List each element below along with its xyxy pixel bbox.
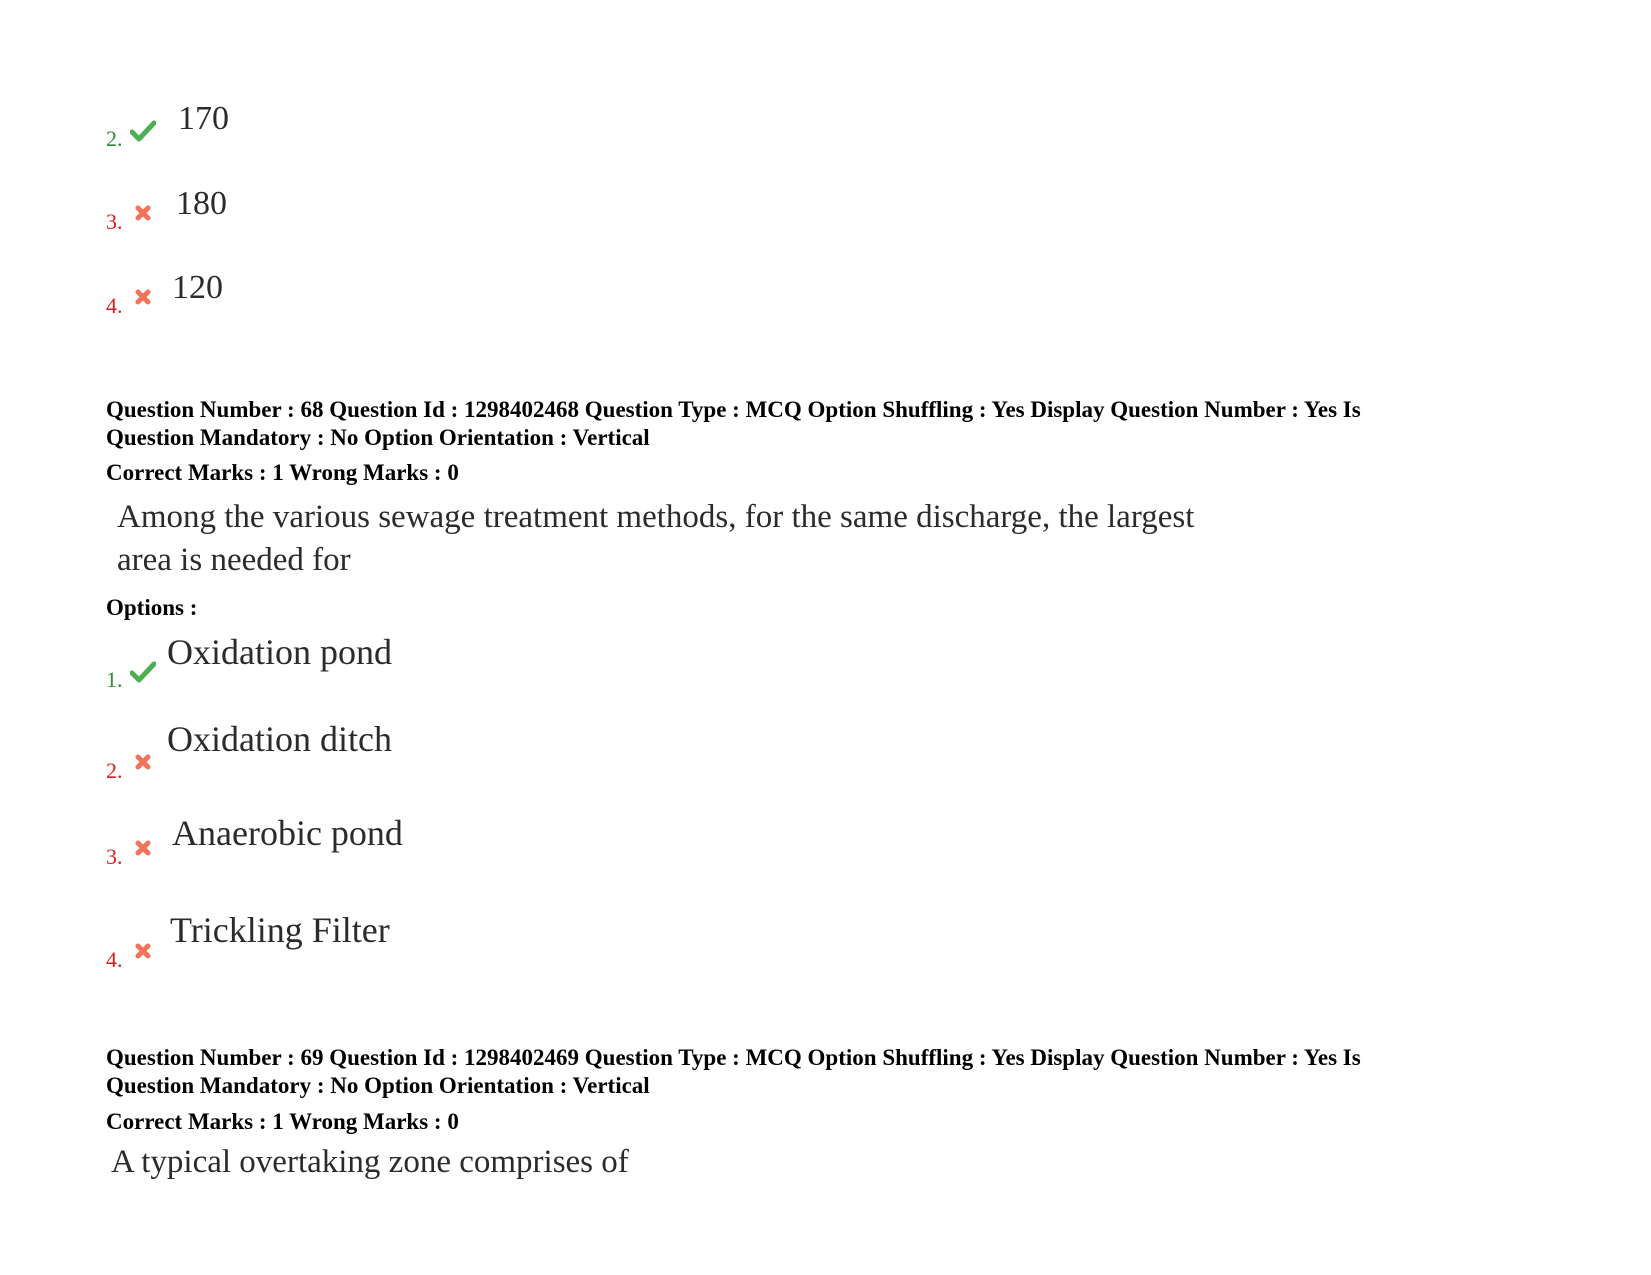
- cross-icon: [130, 752, 156, 774]
- question-text-line: A typical overtaking zone comprises of: [111, 1144, 629, 1180]
- cross-icon: [130, 941, 156, 963]
- cross-icon: [130, 203, 156, 225]
- option-number: 2.: [106, 758, 123, 783]
- question-meta-line: Question Mandatory : No Option Orientation : Vertical: [106, 1073, 650, 1098]
- question-meta-line: Question Number : 68 Question Id : 1298402468 Question Type : MCQ Option Shuffling : Yes Display Question Number : Yes Is: [106, 397, 1361, 422]
- check-icon: [130, 661, 156, 683]
- option-text: 170: [178, 100, 229, 137]
- cross-icon: [130, 838, 156, 860]
- option-number: 3.: [106, 209, 123, 234]
- option-number: 4.: [106, 293, 123, 318]
- option-number: 3.: [106, 844, 123, 869]
- option-number: 2.: [106, 126, 123, 151]
- cross-icon: [130, 287, 156, 309]
- options-label: Options :: [106, 595, 198, 620]
- check-icon: [130, 120, 156, 142]
- question-text: [111, 1141, 629, 1184]
- option-text: Trickling Filter: [170, 910, 390, 950]
- option-text: 180: [176, 185, 227, 222]
- question-marks: Correct Marks : 1 Wrong Marks : 0: [106, 1109, 459, 1134]
- option-number: 1.: [106, 667, 123, 692]
- option-number: 4.: [106, 947, 123, 972]
- question-meta: [106, 1044, 1526, 1100]
- option-text: Oxidation ditch: [167, 719, 392, 759]
- question-text-line: Among the various sewage treatment methods, for the same discharge, the largest: [117, 499, 1195, 535]
- option-text: Anaerobic pond: [172, 813, 403, 853]
- option-text: Oxidation pond: [167, 632, 392, 672]
- question-marks: Correct Marks : 1 Wrong Marks : 0: [106, 460, 459, 485]
- question-meta-line: Question Number : 69 Question Id : 1298402469 Question Type : MCQ Option Shuffling : Yes Display Question Number : Yes Is: [106, 1045, 1361, 1070]
- question-meta-line: Question Mandatory : No Option Orientation : Vertical: [106, 425, 650, 450]
- question-text: [117, 496, 1194, 582]
- question-text-line: area is needed for: [117, 542, 351, 578]
- option-text: 120: [172, 269, 223, 306]
- question-meta: [106, 396, 1526, 452]
